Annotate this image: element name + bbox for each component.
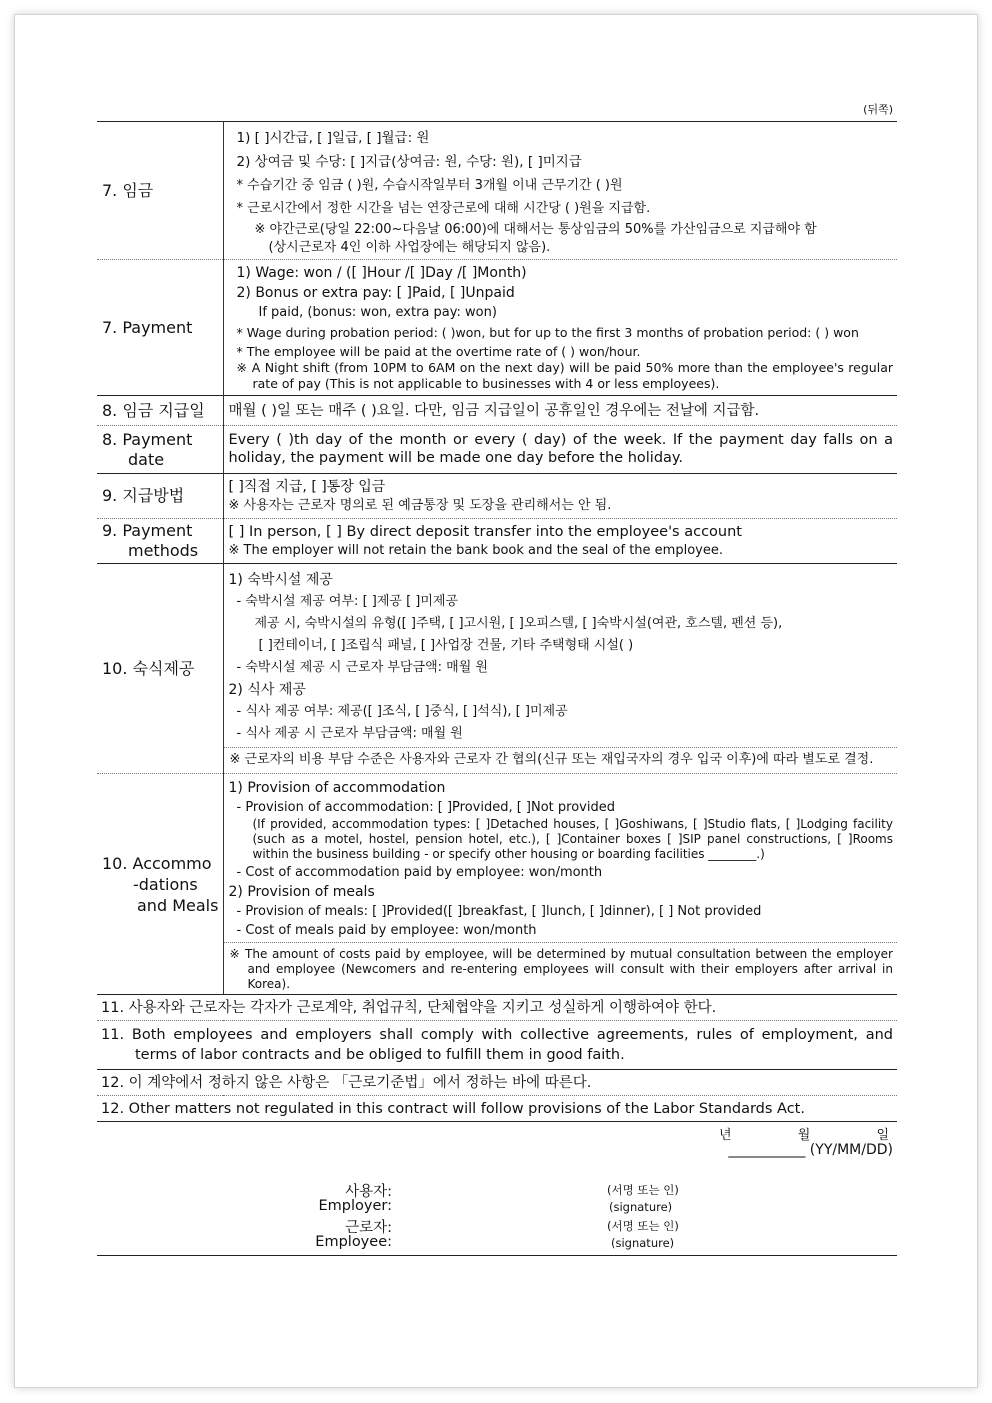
wages-en-line1: 1) Wage: won / ([ ]Hour /[ ]Day /[ ]Month) [236,265,527,281]
employee-label-en: Employee: [315,1234,392,1250]
method-en-line1: [ ] In person, [ ] By direct deposit transfer into the employee's account [228,524,742,540]
accom-en-l7: - Cost of meals paid by employee: won/month [236,923,537,938]
employer-label-ko: 사용자: [345,1184,392,1200]
row-accom-en [97,774,897,995]
back-page-label: (뒤쪽) [863,103,893,116]
label-method-en-2: methods [128,541,199,560]
label-method-ko: 9. 지급방법 [97,474,223,519]
row-payday-ko [97,396,897,426]
wages-en-line5: * The employee will be paid at the overtime rate of ( ) won/hour. [236,344,641,359]
row-payday-en [97,426,897,474]
wages-en-line3: If paid, (bonus: won, extra pay: won) [258,305,497,320]
row-item11-en [97,1021,897,1070]
label-accom-en-3: and Meals [137,895,219,915]
accom-ko-l4: [ ]컨테이너, [ ]조립식 패널, [ ]사업장 건물, 기타 주택형태 시설( ) [258,638,634,653]
method-ko-line2: ※ 사용자는 근로자 명의로 된 예금통장 및 도장을 관리해서는 안 됨. [228,498,612,513]
item11-ko: 11. 사용자와 근로자는 각자가 근로계약, 취업규칙, 단체협약을 지키고 성실하게 이행하여야 한다. [97,995,897,1021]
label-method-en [97,519,223,564]
wages-ko-line4: * 근로시간에서 정한 시간을 넘는 연장근로에 대해 시간당 ( )원을 지급함. [236,201,651,216]
wages-en-line6: ※ A Night shift (from 10PM to 6AM on the next day) will be paid 50% more than the employee's regular rate of pay (This is not applicable to businesses with 4 or less employees). [236,360,893,391]
date-english: ___________ (YY/MM/DD) [728,1142,893,1158]
wages-ko-line5: ※ 야간근로(당일 22:00~다음날 06:00)에 대해서는 통상임금의 50%를 가산임금으로 지급해야 함 [254,222,817,237]
method-en-line2: ※ The employer will not retain the bank book and the seal of the employee. [228,543,723,558]
label-accom-en-2: -dations [133,874,198,894]
date-korean [719,1124,889,1143]
accom-en-l6: - Provision of meals: [ ]Provided([ ]breakfast, [ ]lunch, [ ]dinner), [ ] Not provided [236,904,762,919]
label-payday-en-1: 8. Payment [102,429,193,449]
label-method-en-1: 9. Payment [102,521,193,540]
accom-ko-l1: 1) 숙박시설 제공 [228,572,333,588]
item12-ko: 12. 이 계약에서 정하지 않은 사항은 「근로기준법」에서 정하는 바에 따른다. [97,1070,897,1096]
item12-en: 12. Other matters not regulated in this contract will follow provisions of the Labor Standards Act. [97,1096,897,1122]
employee-label-ko: 근로자: [345,1220,392,1236]
accom-ko-l3: 제공 시, 숙박시설의 유형([ ]주택, [ ]고시원, [ ]오피스텔, [ ]숙박시설(여관, 호스텔, 펜션 등), [254,616,783,631]
accom-ko-note: ※ 근로자의 비용 부담 수준은 사용자와 근로자 간 협의(신규 또는 재입국자의 경우 입국 이후)에 따라 별도로 결정. [224,747,898,771]
accom-en-l4: - Cost of accommodation paid by employee: won/month [236,865,603,880]
date-day-label: 일 [876,1128,889,1143]
contract-back-page [97,99,897,1256]
label-payday-ko: 8. 임금 지급일 [97,396,223,426]
row-item12-ko [97,1070,897,1096]
item11-en: 11. Both employees and employers shall comply with collective agreements, rules of employment, and terms of labor contracts and be obliged to fulfill them in good faith. [97,1021,897,1070]
label-payday-en-2: date [128,449,165,469]
method-ko-line1: [ ]직접 지급, [ ]통장 입금 [228,479,386,495]
accom-ko-l2: - 숙박시설 제공 여부: [ ]제공 [ ]미제공 [236,594,459,609]
date-year-label: 년 [719,1128,732,1143]
accom-ko-l5: - 숙박시설 제공 시 근로자 부담금액: 매월 원 [236,660,488,675]
accom-ko-l7: - 식사 제공 여부: 제공([ ]조식, [ ]중식, [ ]석식), [ ]미제공 [236,704,568,719]
signature-block [97,1180,897,1256]
employer-sign-ko: (서명 또는 인) [607,1183,679,1197]
label-wages-en: 7. Payment [97,260,223,396]
label-accom-en-1: 10. Accommo [102,853,212,873]
wages-ko-line3: * 수습기간 중 임금 ( )원, 수습시작일부터 3개월 이내 근무기간 ( )원 [236,178,623,193]
wages-ko-line1: 1) [ ]시간급, [ ]일급, [ ]월급: 원 [236,130,430,146]
wages-ko-line2: 2) 상여금 및 수당: [ ]지급(상여금: 원, 수당: 원), [ ]미지급 [236,154,582,170]
document-page [14,14,978,1388]
employer-label-en: Employer: [318,1198,392,1214]
row-item11-ko [97,995,897,1021]
accom-en-l5: 2) Provision of meals [228,884,375,900]
employer-sign-en: (signature) [609,1200,673,1214]
accom-en-l1: 1) Provision of accommodation [228,780,446,796]
row-method-ko [97,474,897,519]
label-accom-en [97,774,223,995]
contract-date [97,1122,897,1180]
wages-ko-line6: (상시근로자 4인 이하 사업장에는 해당되지 않음). [268,240,551,255]
label-wages-ko: 7. 임금 [97,122,223,260]
row-method-en [97,519,897,564]
accom-en-note: ※ The amount of costs paid by employee, will be determined by mutual consultation between the employer and employee (Newcomers and re-entering employees will consult with their employers after arrival in Korea). [224,942,898,992]
accom-en-l2: - Provision of accommodation: [ ]Provided, [ ]Not provided [236,800,615,815]
row-wages-ko [97,122,897,260]
label-accom-ko: 10. 숙식제공 [97,564,223,774]
payday-ko-text: 매월 ( )일 또는 매주 ( )요일. 다만, 임금 지급일이 공휴일인 경우에는 전날에 지급함. [223,396,897,426]
accom-ko-l8: - 식사 제공 시 근로자 부담금액: 매월 원 [236,726,463,741]
wages-en-line2: 2) Bonus or extra pay: [ ]Paid, [ ]Unpaid [236,285,515,301]
date-month-label: 월 [797,1128,811,1143]
accom-ko-l6: 2) 식사 제공 [228,682,306,698]
wages-en-line4: * Wage during probation period: ( )won, but for up to the first 3 months of probation period: ( ) won [236,325,859,340]
employee-sign-en: (signature) [611,1236,675,1250]
row-item12-en [97,1096,897,1122]
row-accom-ko [97,564,897,774]
employee-sign-ko: (서명 또는 인) [607,1219,679,1233]
label-payday-en [97,426,223,474]
contract-table [97,121,897,1122]
row-wages-en [97,260,897,396]
accom-en-l3: (If provided, accommodation types: [ ]Detached houses, [ ]Goshiwans, [ ]Studio flats, [ ]Lodging facility (such as a motel, hostel, pension hotel, etc.), [ ]Container boxes [ ]SIP panel constructions, [ ]Rooms within the business building - or specify other housing or boarding facilities ________.) [252,817,893,861]
payday-en-text: Every ( )th day of the month or every ( day) of the week. If the payment day falls on a holiday, the payment will be made one day before the holiday. [223,426,897,474]
